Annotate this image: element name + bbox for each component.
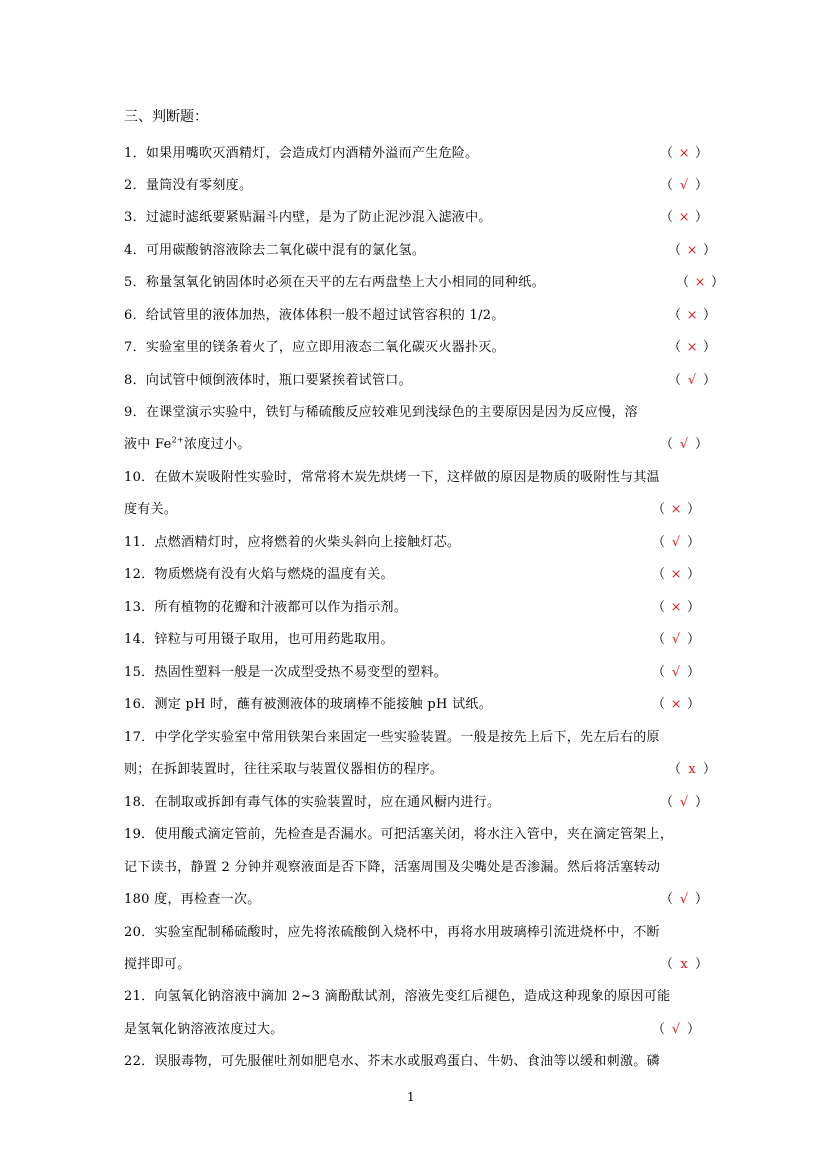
question-9-line-2 bbox=[124, 433, 251, 452]
cross-mark: × bbox=[678, 210, 690, 225]
question-1: 1．如果用嘴吹灭酒精灯，会造成灯内酒精外溢而产生危险。 bbox=[124, 146, 479, 161]
cross-mark: × bbox=[670, 697, 682, 712]
question-14: 14．锌粒与可用镊子取用，也可用药匙取用。 bbox=[124, 632, 394, 647]
answer-1: （ × ） bbox=[660, 146, 709, 161]
cross-mark: × bbox=[670, 502, 682, 517]
cross-mark: × bbox=[670, 567, 682, 582]
answer-18: （ √ ） bbox=[660, 795, 709, 810]
answer-9: （ √ ） bbox=[660, 437, 709, 452]
question-20-line-2: 搅拌即可。 bbox=[124, 957, 191, 972]
question-9-text-b: 浓度过小。 bbox=[184, 437, 251, 452]
question-6: 6．给试管里的液体加热，液体体积一般不超过试管容积的 1/2。 bbox=[124, 308, 505, 323]
question-9-text-a: 液中 Fe bbox=[124, 437, 172, 452]
answer-6: （ × ） bbox=[668, 308, 717, 323]
question-2: 2．量筒没有零刻度。 bbox=[124, 178, 253, 193]
question-11: 11．点燃酒精灯时，应将燃着的火柴头斜向上接触灯芯。 bbox=[124, 535, 461, 550]
check-mark: √ bbox=[671, 665, 681, 680]
answer-12: （ × ） bbox=[652, 567, 701, 582]
answer-4: （ × ） bbox=[668, 243, 717, 258]
answer-15: （ √ ） bbox=[652, 665, 701, 680]
cross-mark: × bbox=[686, 340, 698, 355]
question-4: 4．可用碳酸钠溶液除去二氧化碳中混有的氯化氢。 bbox=[124, 243, 426, 258]
question-8: 8．向试管中倾倒液体时，瓶口要紧挨着试管口。 bbox=[124, 373, 412, 388]
page-number: 1 bbox=[407, 1090, 415, 1104]
question-20-line-1: 20．实验室配制稀硫酸时，应先将浓硫酸倒入烧杯中，再将水用玻璃棒引流进烧杯中，不断 bbox=[124, 925, 660, 940]
cross-mark: × bbox=[686, 243, 698, 258]
answer-7: （ × ） bbox=[668, 340, 717, 355]
cross-mark: × bbox=[678, 146, 690, 161]
question-19-line-2: 记下读书，静置 2 分钟并观察液面是否下降，活塞周围及尖嘴处是否渗漏。然后将活塞转动 bbox=[124, 860, 661, 875]
answer-2: （ √ ） bbox=[660, 178, 709, 193]
answer-17: （ x ） bbox=[668, 762, 717, 777]
question-12: 12．物质燃烧有没有火焰与燃烧的温度有关。 bbox=[124, 567, 394, 582]
question-15: 15．热固性塑料一般是一次成型受热不易变型的塑料。 bbox=[124, 665, 448, 680]
answer-13: （ × ） bbox=[652, 600, 701, 615]
question-13: 13．所有植物的花瓣和汁液都可以作为指示剂。 bbox=[124, 600, 408, 615]
question-17-line-1: 17．中学化学实验室中常用铁架台来固定一些实验装置。一般是按先上后下，先左后右的原 bbox=[124, 730, 660, 745]
question-16: 16．测定 pH 时，蘸有被测液体的玻璃棒不能接触 pH 试纸。 bbox=[124, 697, 492, 712]
question-19-line-1: 19．使用酸式滴定管前，先检查是否漏水。可把活塞关闭，将水注入管中，夹在滴定管架上， bbox=[124, 827, 674, 842]
check-mark: √ bbox=[679, 178, 689, 193]
answer-16: （ × ） bbox=[652, 697, 701, 712]
answer-3: （ × ） bbox=[660, 210, 709, 225]
cross-mark: × bbox=[686, 308, 698, 323]
superscript-charge: 2+ bbox=[171, 435, 185, 445]
question-10-line-2: 度有关。 bbox=[124, 502, 178, 517]
check-mark: √ bbox=[679, 437, 689, 452]
check-mark: √ bbox=[679, 795, 689, 810]
question-18: 18．在制取或拆卸有毒气体的实验装置时，应在通风橱内进行。 bbox=[124, 795, 501, 810]
answer-10: （ × ） bbox=[652, 502, 701, 517]
cross-mark: x bbox=[680, 957, 688, 972]
question-21-line-2: 是氢氧化钠溶液浓度过大。 bbox=[124, 1022, 284, 1037]
check-mark: √ bbox=[679, 892, 689, 907]
answer-8: （ √ ） bbox=[668, 373, 717, 388]
answer-11: （ √ ） bbox=[652, 535, 701, 550]
cross-mark: × bbox=[694, 275, 706, 290]
question-9-line-1: 9．在课堂演示实验中，铁钉与稀硫酸反应较难见到浅绿色的主要原因是因为反应慢，溶 bbox=[124, 405, 638, 420]
section-title: 三、判断题： bbox=[124, 109, 208, 125]
cross-mark: × bbox=[670, 600, 682, 615]
answer-20: （ x ） bbox=[660, 957, 709, 972]
question-17-line-2: 则；在拆卸装置时，往往采取与装置仪器相仿的程序。 bbox=[124, 762, 444, 777]
question-7: 7．实验室里的镁条着火了，应立即用液态二氧化碳灭火器扑灭。 bbox=[124, 340, 505, 355]
question-3: 3．过滤时滤纸要紧贴漏斗内壁，是为了防止泥沙混入滤液中。 bbox=[124, 210, 492, 225]
check-mark: √ bbox=[671, 1022, 681, 1037]
answer-14: （ √ ） bbox=[652, 632, 701, 647]
check-mark: √ bbox=[671, 535, 681, 550]
question-10-line-1: 10．在做木炭吸附性实验时，常常将木炭先烘烤一下，这样做的原因是物质的吸附性与其温 bbox=[124, 470, 660, 485]
question-21-line-1: 21．向氢氧化钠溶液中滴加 2~3 滴酚酞试剂，溶液先变红后褪色，造成这种现象的原因可能 bbox=[124, 989, 671, 1004]
answer-21: （ √ ） bbox=[652, 1022, 701, 1037]
answer-19: （ √ ） bbox=[660, 892, 709, 907]
question-22-line-1: 22．误服毒物，可先服催吐剂如肥皂水、芥末水或服鸡蛋白、牛奶、食油等以缓和刺激。磷 bbox=[124, 1054, 660, 1069]
question-5: 5．称量氢氧化钠固体时必须在天平的左右两盘垫上大小相同的同种纸。 bbox=[124, 275, 545, 290]
check-mark: √ bbox=[687, 373, 697, 388]
answer-5: （ × ） bbox=[676, 275, 725, 290]
check-mark: √ bbox=[671, 632, 681, 647]
question-19-line-3: 180 度，再检查一次。 bbox=[124, 892, 261, 907]
cross-mark: x bbox=[688, 762, 696, 777]
